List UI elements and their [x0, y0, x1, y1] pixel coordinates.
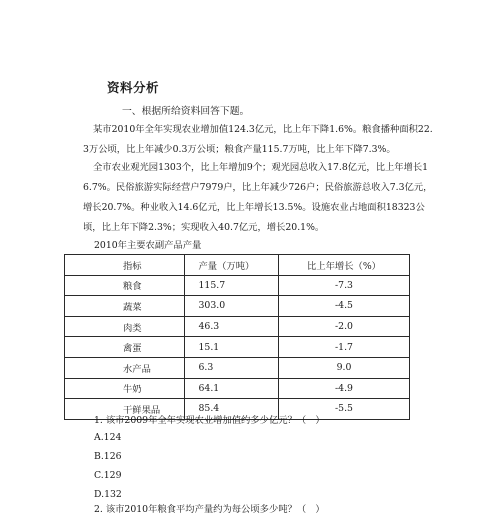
row-output: 303.0 [184, 296, 278, 317]
header-output: 产量（万吨） [184, 255, 278, 276]
question-1-option-c: C.129 [94, 470, 122, 481]
row-output: 64.1 [184, 378, 278, 399]
row-output: 15.1 [184, 337, 278, 358]
section-title: 资料分析 [107, 80, 160, 95]
question-1-option-d: D.132 [94, 489, 122, 500]
table-row [65, 357, 410, 378]
row-indicator: 干鲜果品 [65, 399, 185, 420]
table-row [65, 275, 410, 296]
row-growth: -2.0 [278, 316, 409, 337]
paragraph-tourism-summary: 全市农业观光园1303个，比上年增加9个；观光园总收入17.8亿元，比上年增长16.7%。民俗旅游实际经营户7979户，比上年减少726户；民俗旅游总收入7.3亿元，增长20.7%。种业收入14.6亿元，比上年增长13.5%。设施农业占地面积18323公顷，比上年下降2.3%；实现收入40.7亿元，增长20.1%。 [83, 162, 433, 233]
row-output: 85.4 [184, 399, 278, 420]
row-growth: -7.3 [278, 275, 409, 296]
row-indicator: 牛奶 [65, 378, 185, 399]
row-indicator: 蔬菜 [65, 296, 185, 317]
row-indicator: 水产品 [65, 357, 185, 378]
question-1-option-b: B.126 [94, 451, 122, 462]
question-1-option-a: A.124 [94, 432, 122, 443]
row-indicator: 粮食 [65, 275, 185, 296]
header-indicator: 指标 [65, 255, 185, 276]
row-indicator: 肉类 [65, 316, 185, 337]
table-row [65, 337, 410, 358]
row-output: 46.3 [184, 316, 278, 337]
table-row [65, 378, 410, 399]
table-row [65, 316, 410, 337]
row-growth: -4.5 [278, 296, 409, 317]
row-growth: -5.5 [278, 399, 409, 420]
question-2-text: 2. 该市2010年粮食平均产量约为每公顷多少吨？（ ） [94, 504, 325, 515]
question-instruction: 一、根据所给资料回答下题。 [122, 106, 250, 117]
row-indicator: 禽蛋 [65, 337, 185, 358]
header-growth: 比上年增长（%） [278, 255, 409, 276]
table-row [65, 296, 410, 317]
question-1-text: 1. 该市2009年全年实现农业增加值约多少亿元？（ ） [94, 415, 325, 426]
table-caption: 2010年主要农副产品产量 [94, 240, 202, 251]
production-table [64, 254, 410, 420]
table-header-row [65, 255, 410, 276]
row-growth: -1.7 [278, 337, 409, 358]
row-growth: 9.0 [278, 357, 409, 378]
row-output: 6.3 [184, 357, 278, 378]
row-output: 115.7 [184, 275, 278, 296]
row-growth: -4.9 [278, 378, 409, 399]
paragraph-agriculture-summary: 某市2010年全年实现农业增加值124.3亿元，比上年下降1.6%。粮食播种面积22.3万公顷，比上年减少0.3万公顷；粮食产量115.7万吨，比上年下降7.3%。 [83, 124, 433, 155]
